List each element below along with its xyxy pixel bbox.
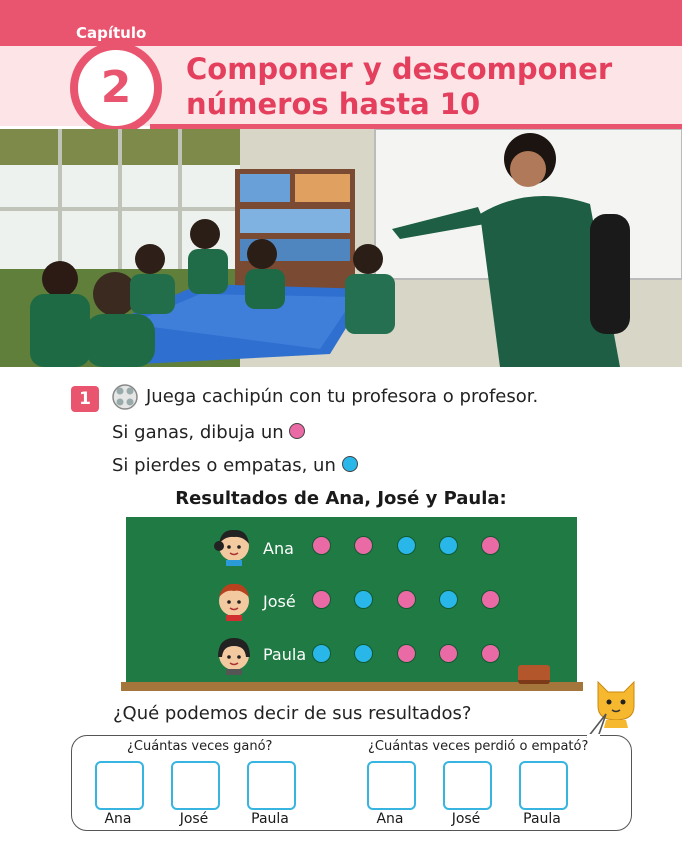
pink-dot-legend	[289, 423, 305, 439]
results-title: Resultados de Ana, José y Paula:	[175, 488, 507, 509]
lost-question: ¿Cuántas veces perdió o empató?	[368, 739, 589, 754]
result-dot-pink	[481, 536, 500, 555]
lost-answer-box-ana[interactable]	[367, 761, 416, 810]
won-answer-box-paula[interactable]	[247, 761, 296, 810]
result-dot-pink	[312, 590, 331, 609]
result-dot-blue	[354, 590, 373, 609]
jose-avatar	[213, 579, 255, 621]
paula-avatar	[213, 633, 255, 675]
result-dot-blue	[439, 536, 458, 555]
won-answer-box-ana[interactable]	[95, 761, 144, 810]
classroom-photo	[0, 129, 682, 367]
lost-label-ana: Ana	[376, 811, 404, 827]
result-dot-blue	[312, 644, 331, 663]
group-work-icon	[111, 381, 139, 411]
result-dot-pink	[397, 644, 416, 663]
win-instruction	[112, 422, 305, 443]
eraser-icon	[518, 665, 550, 684]
lost-answer-box-paula[interactable]	[519, 761, 568, 810]
chapter-number: 2	[100, 62, 132, 113]
blue-dot-legend	[342, 456, 358, 472]
won-label-ana: Ana	[104, 811, 132, 827]
lost-answer-box-jose[interactable]	[443, 761, 492, 810]
speech-tail	[586, 712, 614, 738]
result-dot-blue	[397, 536, 416, 555]
lose-instruction	[112, 455, 358, 476]
lost-label-jose: José	[451, 811, 481, 827]
chalkboard	[126, 517, 577, 684]
result-dot-pink	[481, 644, 500, 663]
activity-number: 1	[71, 386, 99, 412]
answers-panel	[71, 735, 632, 831]
win-text: Si ganas, dibuja un	[112, 422, 284, 443]
result-dot-pink	[481, 590, 500, 609]
result-name-paula: Paula	[263, 645, 307, 664]
results-question: ¿Qué podemos decir de sus resultados?	[113, 703, 472, 724]
chapter-title-line2: números hasta 10	[186, 87, 481, 121]
won-question: ¿Cuántas veces ganó?	[127, 739, 273, 754]
chapter-title-line1: Componer y descomponer	[186, 52, 613, 86]
result-name-jose: José	[263, 592, 296, 611]
result-name-ana: Ana	[263, 539, 294, 558]
won-answer-box-jose[interactable]	[171, 761, 220, 810]
ana-avatar	[213, 524, 255, 566]
result-dot-pink	[439, 644, 458, 663]
chalkboard-ledge	[121, 682, 583, 691]
lose-text: Si pierdes o empatas, un	[112, 455, 336, 476]
result-dot-blue	[439, 590, 458, 609]
lost-label-paula: Paula	[523, 811, 561, 827]
activity-instruction: Juega cachipún con tu profesora o profesor.	[146, 386, 539, 407]
result-dot-blue	[354, 644, 373, 663]
result-dot-pink	[312, 536, 331, 555]
chapter-label: Capítulo	[76, 24, 147, 42]
result-dot-pink	[354, 536, 373, 555]
won-label-jose: José	[179, 811, 209, 827]
result-dot-pink	[397, 590, 416, 609]
won-label-paula: Paula	[251, 811, 289, 827]
